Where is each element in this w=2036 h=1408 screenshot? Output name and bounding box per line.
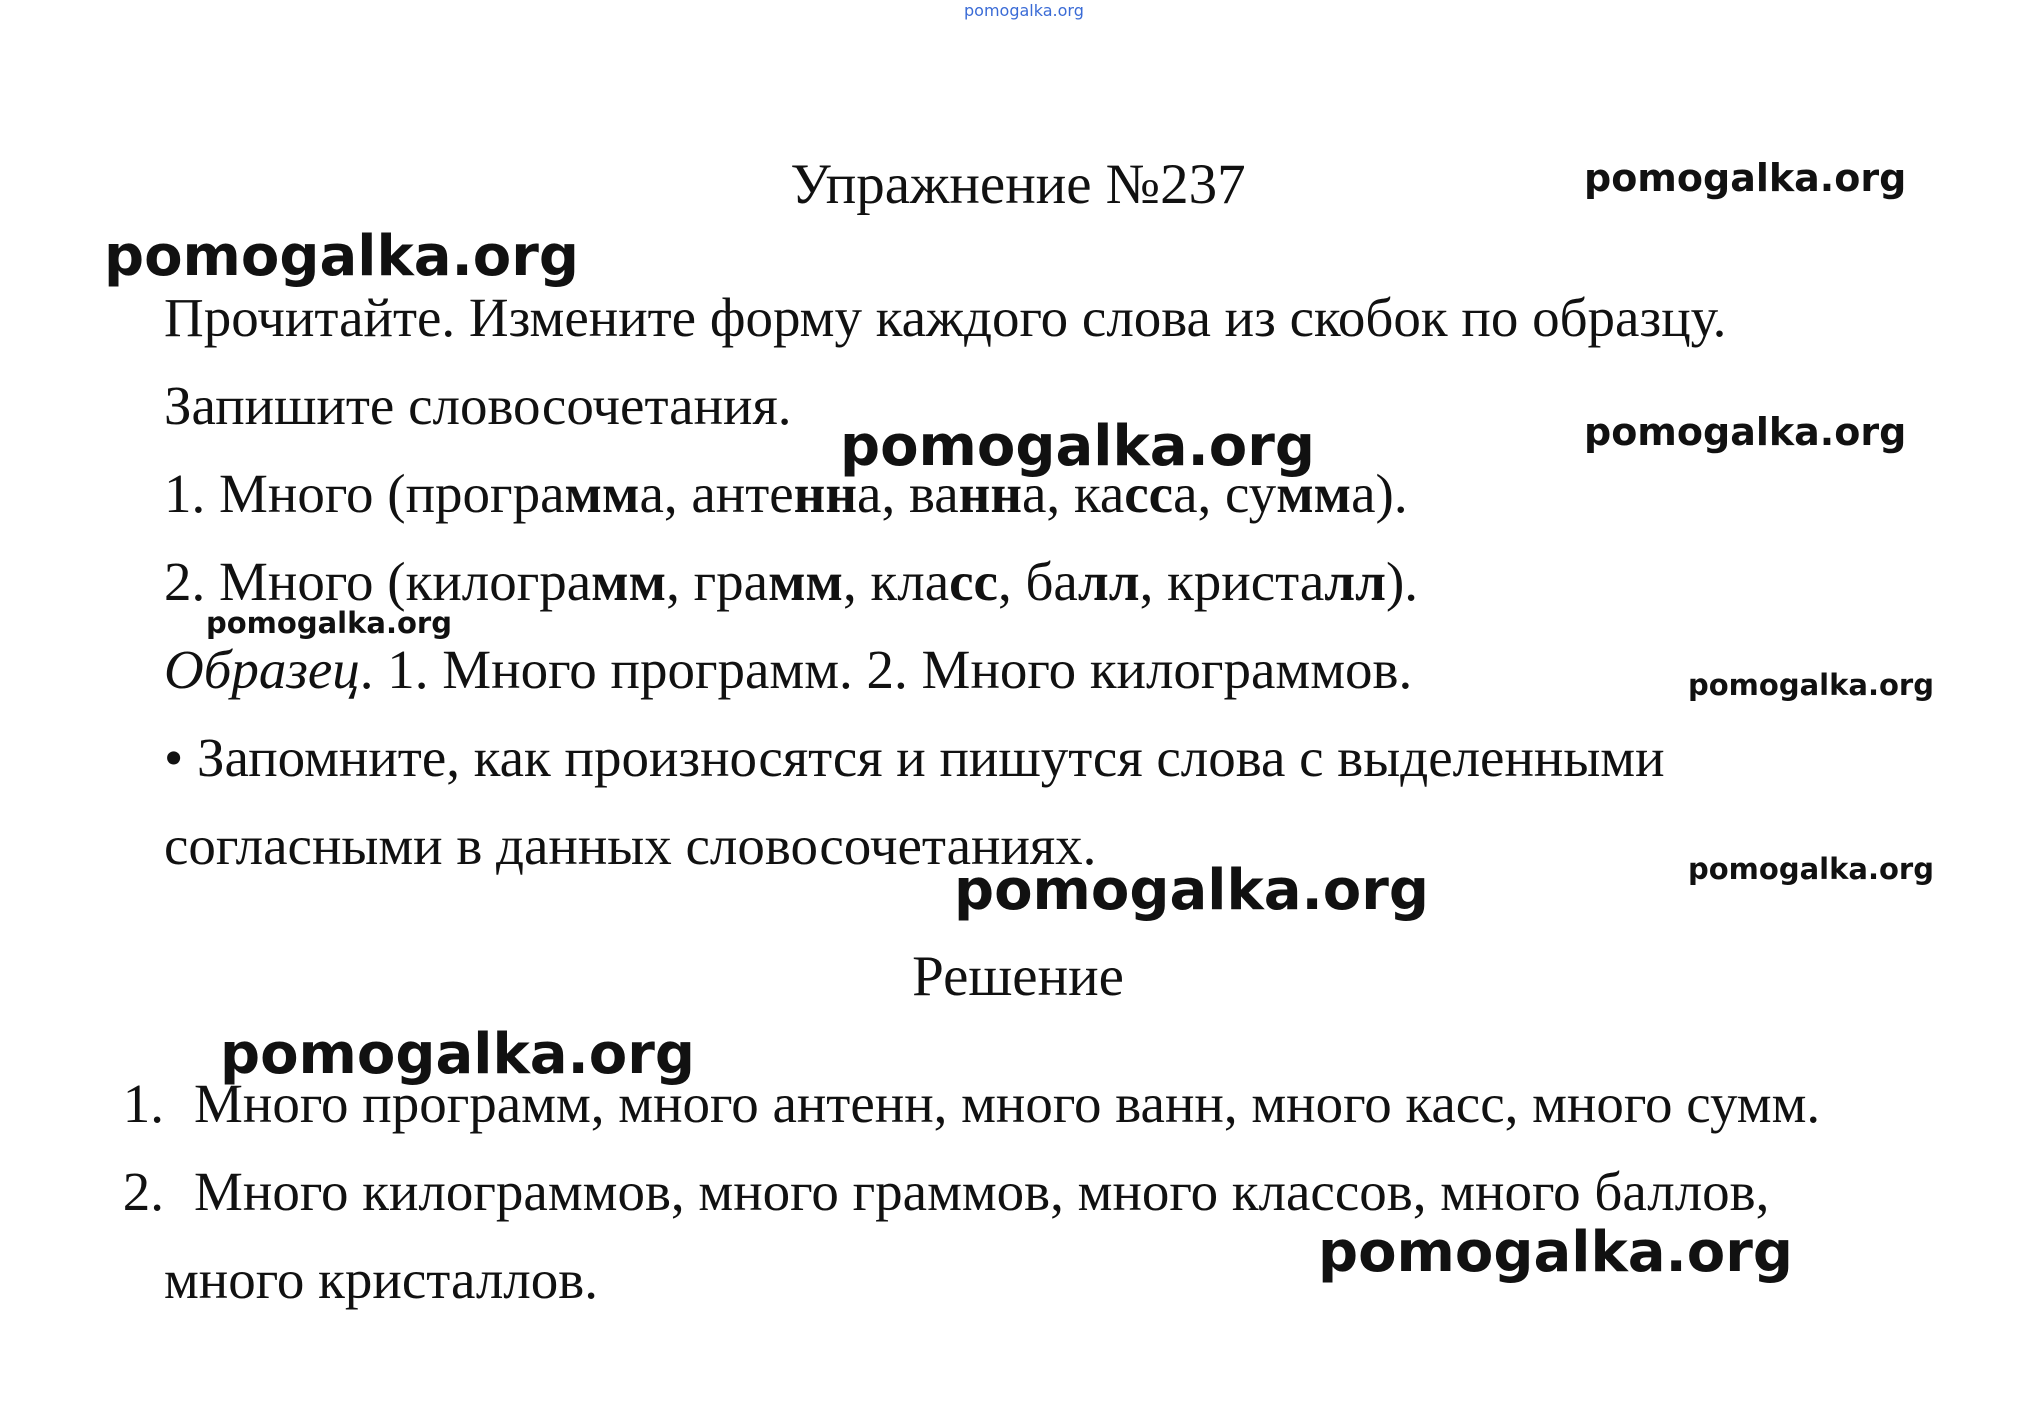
sample-label: Образец: [164, 639, 360, 700]
instruction-line-1: Прочитайте. Измените форму каждого слова из скобок по образцу.: [164, 287, 1727, 348]
sample-line: [164, 637, 1412, 703]
watermark: pomogalka.org: [1688, 852, 1934, 886]
watermark: pomogalka.org: [220, 1022, 695, 1087]
solution-item-1-number: 1.: [122, 1073, 164, 1134]
watermark: pomogalka.org: [954, 858, 1429, 923]
sample-text: . 1. Много программ. 2. Много килограммов.: [359, 639, 1413, 700]
solution-item-2-text: Много килограммов, много граммов, много классов, много баллов,: [194, 1161, 1770, 1222]
exercise-title: Упражнение №237: [790, 153, 1246, 216]
solution-item-1-text: Много программ, много антенн, много ванн, много касс, много сумм.: [194, 1073, 1821, 1134]
watermark: pomogalka.org: [1584, 156, 1907, 200]
solution-item-2-number: 2.: [122, 1161, 164, 1222]
watermark: pomogalka.org: [1584, 410, 1907, 454]
remember-line-2: согласными в данных словосочетаниях.: [164, 815, 1097, 876]
watermark: pomogalka.org: [840, 414, 1315, 479]
solution-item-2: [86, 1159, 1769, 1225]
watermark: pomogalka.org: [206, 606, 452, 640]
instruction-line-2: Запишите словосочетания.: [164, 375, 792, 436]
remember-line-1: • Запомните, как произносятся и пишутся слова с выделенными: [164, 727, 1665, 788]
watermark: pomogalka.org: [1688, 668, 1934, 702]
watermark: pomogalka.org: [1318, 1220, 1793, 1285]
header-watermark: pomogalka.org: [964, 1, 1084, 20]
solution-title: Решение: [912, 945, 1124, 1008]
solution-item-2-continuation: много кристаллов.: [164, 1249, 598, 1310]
task-item-1: 1. Много (программа, антенна, ванна, касса, сумма).: [164, 463, 1408, 524]
task-item-2: 2. Много (килограмм, грамм, класс, балл, кристалл).: [164, 551, 1419, 612]
watermark: pomogalka.org: [104, 224, 579, 289]
